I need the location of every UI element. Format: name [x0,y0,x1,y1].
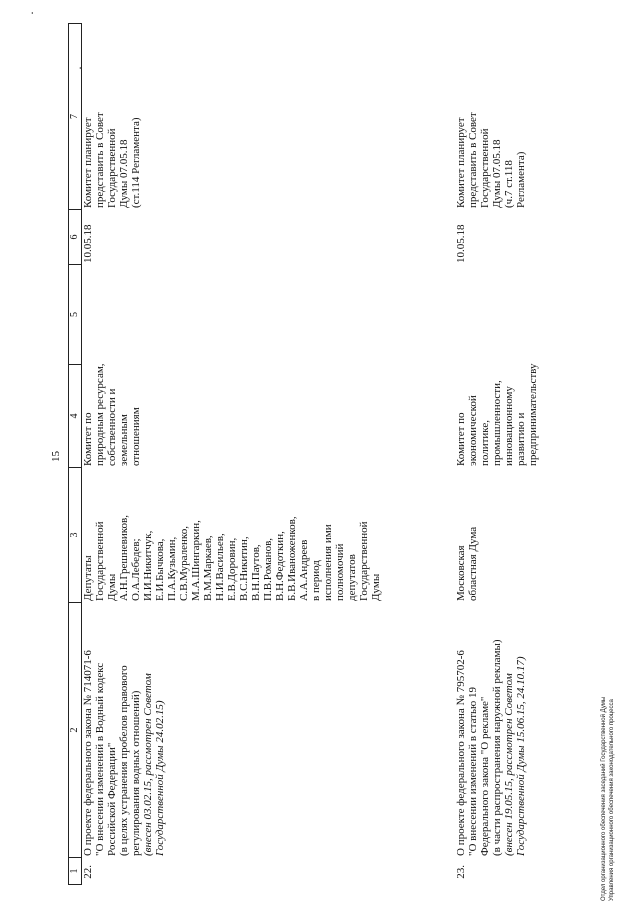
column-header-2: 2 [69,603,81,858]
column-5-value [82,266,382,366]
column-header-4: 4 [69,365,81,468]
initiator: Депутаты Государственной Думы А.Н.Грешневиков, О.А.Лебедев; И.И.Никитчук, Е.И.Бычкова, П.А.Кузьмин, С.В.Мураленко, М.А.Шингаркин, В.М.Маркаев, Н.И.Васильев, Е.В.Доровин, В.С.Никитин, В.Н.Паутов, П.В.Романов, В.Н.Федоткин, Б.В.Иваноженков, А.А.Андреев в период исполнения ими полномочий депутатов Государственной Думы [82,515,382,601]
bill-title: О проекте федерального закона № 714071-6 "О внесении изменений в Водный кодекс Российской Федерации" (в целях устранения пробелов правового регулирования водных отношений) (внесен 03.02.15, рассмотрен Советом Государственной Думы 24.02.15) [82,650,166,856]
scan-speck: · [73,66,87,70]
initiator: Московская областная Дума [455,526,479,601]
footer-note: Отдел организационного обеспечения заседаний Государственной Думы Управления организационного обеспечения законодательного процесса [601,696,615,901]
column-5-value [455,266,539,366]
committee: Комитет по экономической политике, промышленности, инновационному развитию и предпринимательству [455,363,539,466]
table-row [455,25,539,885]
column-header-7: 7 [69,24,81,210]
table-header-row [68,23,82,885]
date: 10.05.18 [455,224,467,263]
bill-title: О проекте федерального закона № 795702-6 "О внесении изменений в статью 19 Федерального закона "О рекламе" (в части распространения наружной рекламы) (внесен 19.05.15, рассмотрен Советом Государственной Думы 15.06.15, 24.10.17) [455,639,527,856]
row-number: 22. [82,865,94,879]
scan-speck: · [25,11,39,15]
row-number: 23. [455,865,467,879]
column-header-6: 6 [69,210,81,265]
table-row [82,25,382,885]
column-header-5: 5 [69,265,81,365]
planned-action: Комитет планирует представить в Совет Государственной Думы 07.05.18 (ч.7 ст.118 Регламента) [455,112,527,208]
committee: Комитет по природным ресурсам, собственности и земельным отношениям [82,363,142,466]
column-header-1: 1 [69,868,80,874]
page-number: 15 [50,451,62,462]
column-header-3: 3 [69,468,81,603]
planned-action: Комитет планирует представить в Совет Государственной Думы 07.05.18 (ст.114 Регламента) [82,112,142,208]
date: 10.05.18 [82,224,94,263]
